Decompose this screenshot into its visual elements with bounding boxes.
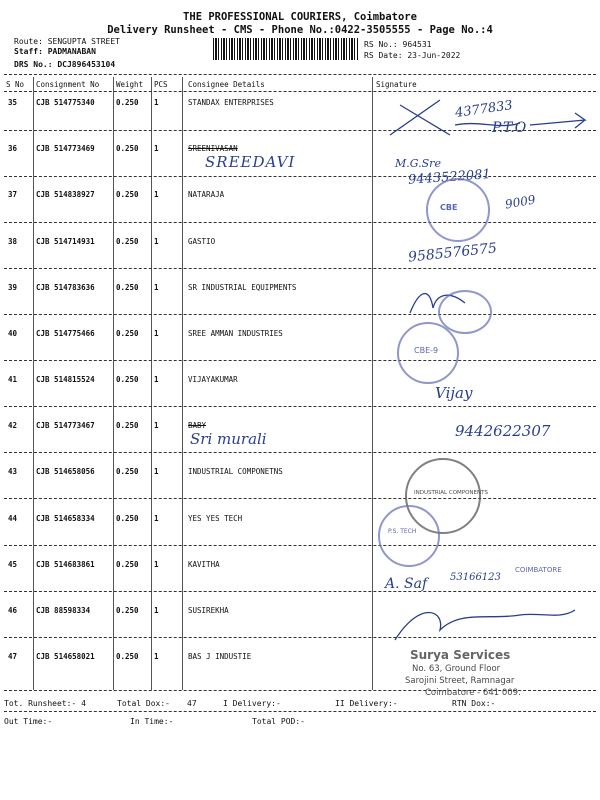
- row-divider: [4, 452, 596, 453]
- row-sno: 40: [8, 329, 18, 338]
- handwritten-phone: 4377833: [454, 98, 514, 121]
- total-dox-label: Total Dox:-: [117, 699, 170, 708]
- row-weight: 0.250: [116, 98, 139, 107]
- barcode: [213, 38, 359, 60]
- rs-date-line: [364, 51, 460, 60]
- row-consignment: CJB 514683861: [36, 560, 95, 569]
- row-weight: 0.250: [116, 375, 139, 384]
- col-sno: S No: [6, 80, 25, 89]
- table-row: [0, 467, 600, 513]
- row-sno: 43: [8, 467, 18, 476]
- row-sno: 44: [8, 514, 18, 523]
- runsheet-subtitle: Delivery Runsheet - CMS - Phone No.:0422-3505555 - Page No.:4: [107, 24, 493, 36]
- total-pod: Total POD:-: [252, 717, 305, 726]
- row-pcs: 1: [154, 421, 159, 430]
- route-label: Route:: [14, 37, 43, 46]
- row-consignee: SUSIREKHA: [188, 606, 229, 615]
- row-pcs: 1: [154, 329, 159, 338]
- signature-scribble-icon: [380, 95, 590, 145]
- row-weight: 0.250: [116, 283, 139, 292]
- row-consignment: CJB 514773467: [36, 421, 95, 430]
- row-pcs: 1: [154, 375, 159, 384]
- row-weight: 0.250: [116, 237, 139, 246]
- row-consignment: CJB 514658334: [36, 514, 95, 523]
- col-signature: Signature: [376, 80, 417, 89]
- row-sno: 39: [8, 283, 18, 292]
- row-consignee: NATARAJA: [188, 190, 225, 199]
- row-sno: 46: [8, 606, 18, 615]
- row-consignee: KAVITHA: [188, 560, 220, 569]
- row-consignee: BABY: [188, 421, 207, 430]
- row-consignee: STANDAX ENTERPRISES: [188, 98, 274, 107]
- row-sno: 35: [8, 98, 18, 107]
- table-row: [0, 144, 600, 190]
- row-divider: [4, 406, 596, 407]
- drs-line: [14, 60, 115, 69]
- row-consignee: SREE AMMAN INDUSTRIES: [188, 329, 283, 338]
- in-time: In Time:-: [130, 717, 174, 726]
- row-consignee: INDUSTRIAL COMPONETNS: [188, 467, 283, 476]
- header-bottom-divider: [4, 91, 596, 92]
- row-sno: 45: [8, 560, 18, 569]
- i-delivery: I Delivery:-: [223, 699, 281, 708]
- row-consignee: GASTIO: [188, 237, 216, 246]
- staff-line: [14, 47, 96, 56]
- handwritten-note: 9009: [504, 192, 537, 212]
- handwritten-phone: 9443522081: [407, 167, 492, 188]
- row-sno: 41: [8, 375, 18, 384]
- row-divider: [4, 360, 596, 361]
- row-consignee: YES YES TECH: [188, 514, 243, 523]
- row-consignment: CJB 514775466: [36, 329, 95, 338]
- row-divider: [4, 222, 596, 223]
- total-dox-value: 47: [187, 699, 197, 708]
- rs-no-label: RS No.:: [364, 40, 398, 49]
- row-consignment: CJB 514815524: [36, 375, 95, 384]
- row-divider: [4, 545, 596, 546]
- table-row: [0, 375, 600, 421]
- handwritten-signature: Vijay: [435, 384, 473, 402]
- row-consignee: VIJAYAKUMAR: [188, 375, 238, 384]
- staff-label: Staff:: [14, 47, 43, 56]
- handwritten-name: SREEDAVI: [205, 153, 296, 171]
- handwritten-name: Sri murali: [190, 430, 267, 448]
- row-consignment: CJB 514773469: [36, 144, 95, 153]
- row-pcs: 1: [154, 98, 159, 107]
- col-weight: Weight: [116, 80, 144, 89]
- row-sno: 36: [8, 144, 18, 153]
- round-stamp-icon: [426, 178, 490, 242]
- row-divider: [4, 314, 596, 315]
- rtn-dox: RTN Dox:-: [452, 699, 496, 708]
- rs-no-value: 964531: [402, 40, 432, 49]
- row-consignment: CJB 514714931: [36, 237, 95, 246]
- row-sno: 38: [8, 237, 18, 246]
- ii-delivery: II Delivery:-: [335, 699, 398, 708]
- header-top-divider: [4, 74, 596, 75]
- table-row: [0, 283, 600, 329]
- stamp-text: CBE-9: [414, 346, 439, 355]
- row-pcs: 1: [154, 606, 159, 615]
- signature-scribble-icon: [390, 600, 580, 650]
- row-weight: 0.250: [116, 190, 139, 199]
- total-runsheet: Tot. Runsheet:- 4: [4, 699, 86, 708]
- handwritten-note: 53166123: [450, 572, 501, 583]
- col-consignment: Consignment No: [36, 80, 100, 89]
- row-divider: [4, 591, 596, 592]
- handwritten-signature: M.G.Sre: [395, 157, 441, 170]
- handwritten-phone: 9585576575: [407, 240, 498, 266]
- row-sno: 47: [8, 652, 18, 661]
- handwritten-signature: A. Saf: [385, 576, 428, 592]
- rs-date-value: 23-Jun-2022: [407, 51, 461, 60]
- row-pcs: 1: [154, 652, 159, 661]
- stamp-text: INDUSTRIAL COMPONENTS: [414, 490, 488, 496]
- stamp-company: Surya Services: [410, 648, 511, 662]
- row-pcs: 1: [154, 237, 159, 246]
- row-divider: [4, 498, 596, 499]
- rs-date-label: RS Date:: [364, 51, 403, 60]
- row-consignment: CJB 514783636: [36, 283, 95, 292]
- row-consignee: BAS J INDUSTIE: [188, 652, 252, 661]
- row-pcs: 1: [154, 467, 159, 476]
- row-divider: [4, 176, 596, 177]
- row-weight: 0.250: [116, 514, 139, 523]
- out-time: Out Time:-: [4, 717, 53, 726]
- row-consignment: CJB 514775340: [36, 98, 95, 107]
- row-consignee: SREENIVASAN: [188, 144, 238, 153]
- stamp-address-line: Coimbatore - 641 009.: [425, 688, 521, 698]
- stamp-text: P.S. TECH: [388, 528, 417, 535]
- table-row: [0, 237, 600, 283]
- drs-value: DCJ896453104: [57, 60, 116, 69]
- row-weight: 0.250: [116, 329, 139, 338]
- row-weight: 0.250: [116, 560, 139, 569]
- row-pcs: 1: [154, 283, 159, 292]
- stamp-address-line: No. 63, Ground Floor: [412, 664, 501, 674]
- row-consignment: CJB 514658021: [36, 652, 95, 661]
- stamp-address-line: Sarojini Street, Ramnagar: [405, 676, 515, 686]
- row-consignment: CJB 88598334: [36, 606, 91, 615]
- route-value: SENGUPTA STREET: [47, 37, 120, 46]
- row-weight: 0.250: [116, 467, 139, 476]
- row-pcs: 1: [154, 514, 159, 523]
- row-weight: 0.250: [116, 421, 139, 430]
- round-stamp-icon: [378, 505, 440, 567]
- stamp-text: CBE: [440, 203, 458, 212]
- handwritten-phone: 9442622307: [455, 422, 551, 440]
- table-row: [0, 329, 600, 375]
- row-weight: 0.250: [116, 606, 139, 615]
- row-pcs: 1: [154, 560, 159, 569]
- handwritten-pto: P.T.O: [492, 120, 527, 136]
- row-consignment: CJB 514658056: [36, 467, 95, 476]
- company-title: THE PROFESSIONAL COURIERS, Coimbatore: [183, 11, 417, 23]
- row-consignee: SR INDUSTRIAL EQUIPMENTS: [188, 283, 297, 292]
- route-line: [14, 37, 120, 46]
- table-row: [0, 514, 600, 560]
- footer-divider: [4, 711, 596, 712]
- col-pcs: PCS: [154, 80, 168, 89]
- row-pcs: 1: [154, 144, 159, 153]
- drs-label: DRS No.:: [14, 60, 53, 69]
- row-divider: [4, 268, 596, 269]
- rs-no-line: [364, 40, 431, 49]
- row-sno: 42: [8, 421, 18, 430]
- staff-value: PADMANABAN: [47, 47, 96, 56]
- col-consignee: Consignee Details: [188, 80, 265, 89]
- row-weight: 0.250: [116, 144, 139, 153]
- row-sno: 37: [8, 190, 18, 199]
- row-consignment: CJB 514838927: [36, 190, 95, 199]
- row-pcs: 1: [154, 190, 159, 199]
- row-weight: 0.250: [116, 652, 139, 661]
- stamp-text: COIMBATORE: [515, 566, 562, 574]
